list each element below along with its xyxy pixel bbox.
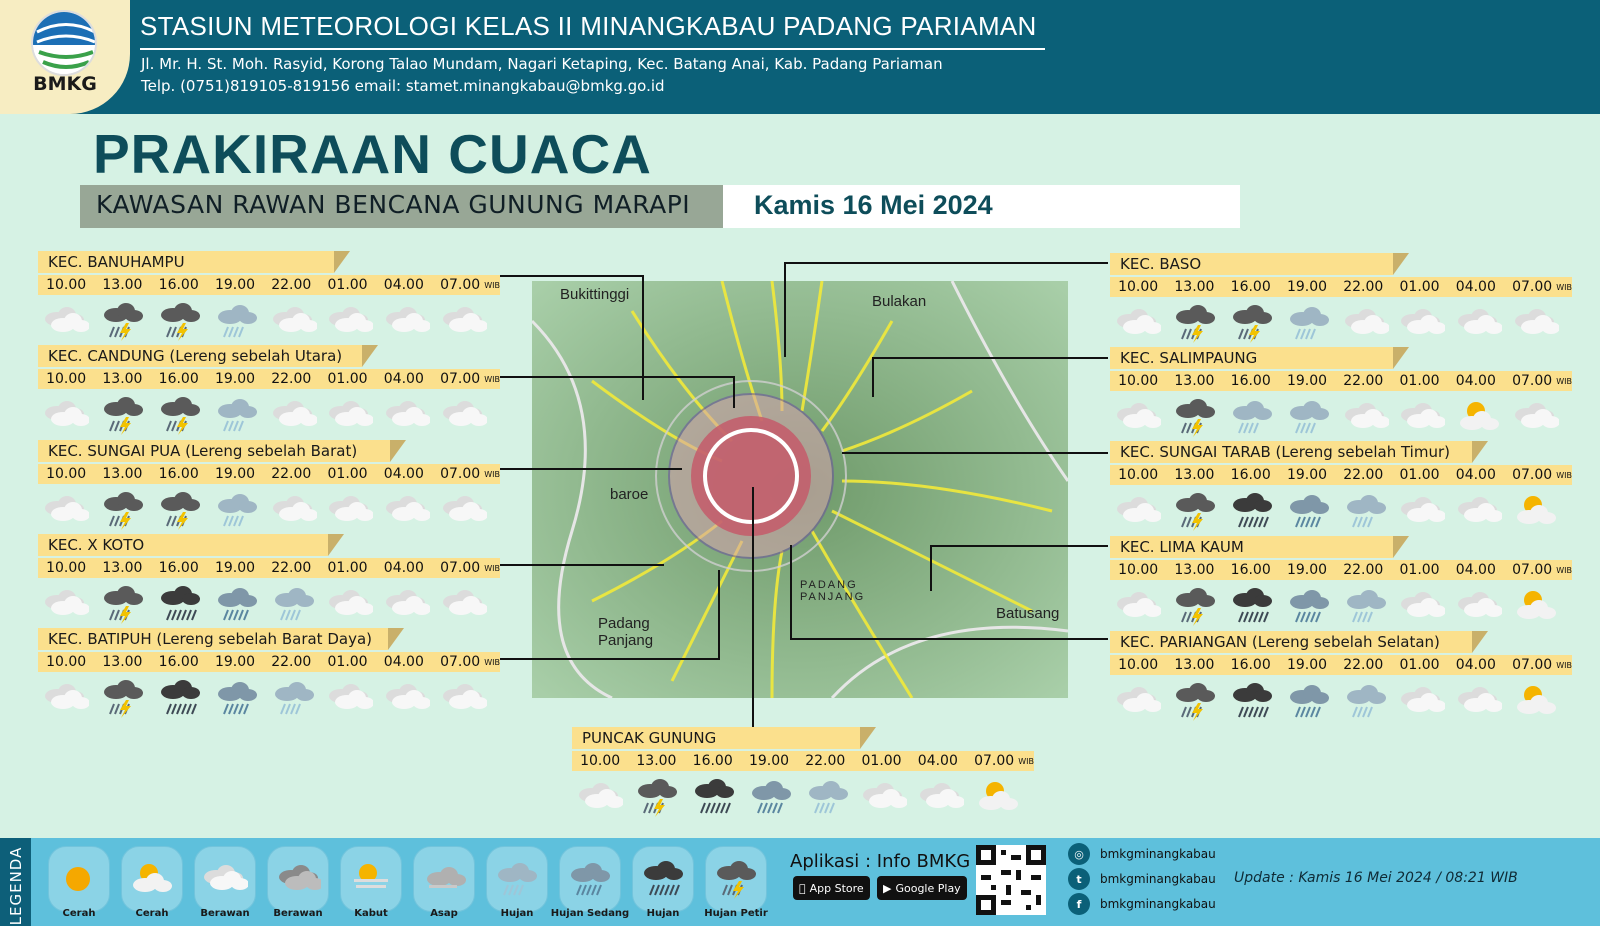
berawan-icon xyxy=(322,678,379,718)
social-link[interactable] xyxy=(1068,893,1216,915)
hujan-petir-icon xyxy=(95,678,152,718)
icon-row xyxy=(1110,681,1564,721)
icon-row xyxy=(38,301,492,341)
time-label: 10.00 xyxy=(1118,373,1159,389)
time-label: 13.00 xyxy=(1174,467,1215,483)
berawan-icon xyxy=(436,584,493,624)
hujan-ringan-icon xyxy=(1337,681,1394,721)
legend-berawan-icon xyxy=(194,846,256,912)
hujan-sedang-icon xyxy=(1280,491,1337,531)
legend-hujan-lebat-icon xyxy=(632,846,694,912)
legend-tab: LEGENDA xyxy=(0,838,31,926)
connector-line xyxy=(790,638,1108,640)
time-label: 01.00 xyxy=(1399,467,1440,483)
time-label: 13.00 xyxy=(102,560,143,576)
legend-cerah-icon xyxy=(48,846,110,912)
time-label: 07.00 xyxy=(1512,562,1553,578)
time-label: 13.00 xyxy=(1174,373,1215,389)
time-label: 10.00 xyxy=(1118,279,1159,295)
berawan-icon xyxy=(436,395,493,435)
legend-label: Hujan xyxy=(646,908,680,919)
header-divider xyxy=(140,48,1045,50)
berawan-icon xyxy=(379,584,436,624)
district-name: KEC. BATIPUH (Lereng sebelah Barat Daya) xyxy=(38,628,388,650)
time-label: 16.00 xyxy=(1230,279,1271,295)
cerah-berawan-icon xyxy=(1508,586,1565,626)
berawan-icon xyxy=(1110,681,1167,721)
hujan-sedang-icon xyxy=(208,584,265,624)
berawan-icon xyxy=(1394,397,1451,437)
twitter-icon: t xyxy=(1068,868,1090,890)
berawan-icon xyxy=(1394,681,1451,721)
legend-label: Hujan Petir xyxy=(704,908,768,919)
time-label: 16.00 xyxy=(158,560,199,576)
icon-row xyxy=(38,678,492,718)
timezone-label: WIB xyxy=(1556,660,1573,670)
time-label: 01.00 xyxy=(1399,562,1440,578)
time-label: 07.00 xyxy=(440,466,481,482)
hujan-petir-icon xyxy=(152,490,209,530)
page-title: PRAKIRAAN CUACA xyxy=(93,123,652,185)
hujan-petir-icon xyxy=(1167,681,1224,721)
hujan-ringan-icon xyxy=(208,490,265,530)
berawan-icon xyxy=(1508,397,1565,437)
time-label: 04.00 xyxy=(917,753,958,769)
time-label: 13.00 xyxy=(102,277,143,293)
berawan-icon xyxy=(436,301,493,341)
time-label: 07.00 xyxy=(1512,657,1553,673)
district-name: KEC. X KOTO xyxy=(38,534,328,556)
volcano-map xyxy=(532,281,1068,698)
time-label: 19.00 xyxy=(1286,373,1328,389)
timezone-label: WIB xyxy=(1556,282,1573,292)
timezone-label: WIB xyxy=(484,657,501,667)
social-handle: bmkgminangkabau xyxy=(1100,897,1216,911)
legend-label: Berawan xyxy=(273,908,323,919)
icon-row xyxy=(38,395,492,435)
station-contact: Telp. (0751)819105-819156 email: stamet.minangkabau@bmkg.go.id xyxy=(141,77,665,95)
station-address: Jl. Mr. H. St. Moh. Rasyid, Korong Talao Mundam, Nagari Ketaping, Kec. Batang Anai, Kab. Padang Pariaman xyxy=(141,55,943,73)
icon-row xyxy=(572,777,1026,817)
hujan-ringan-icon xyxy=(1280,397,1337,437)
time-label: 22.00 xyxy=(805,753,846,769)
legend-label: Hujan xyxy=(500,908,534,919)
facebook-icon: f xyxy=(1068,893,1090,915)
time-label: 07.00 xyxy=(1512,373,1553,389)
time-label: 22.00 xyxy=(271,277,312,293)
berawan-icon xyxy=(1110,586,1167,626)
forecast-date: Kamis 16 Mei 2024 xyxy=(754,190,993,220)
time-row xyxy=(38,464,500,484)
hujan-ringan-icon xyxy=(208,301,265,341)
time-label: 04.00 xyxy=(383,371,424,387)
time-label: 22.00 xyxy=(1343,279,1384,295)
time-label: 19.00 xyxy=(214,654,256,670)
time-label: 01.00 xyxy=(327,466,368,482)
time-label: 04.00 xyxy=(1455,467,1496,483)
berawan-icon xyxy=(379,678,436,718)
district-name: KEC. SUNGAI TARAB (Lereng sebelah Timur) xyxy=(1110,441,1472,463)
social-link[interactable] xyxy=(1068,843,1216,865)
hujan-ringan-icon xyxy=(265,678,322,718)
map-label-batusangkar: Batusang xyxy=(996,605,1060,622)
time-label: 16.00 xyxy=(692,753,733,769)
logo-text: BMKG xyxy=(33,73,97,95)
cerah-berawan-icon xyxy=(970,777,1027,817)
berawan-icon xyxy=(379,395,436,435)
connector-line xyxy=(500,658,720,660)
station-name: STASIUN METEOROLOGI KELAS II MINANGKABAU PADANG PARIAMAN xyxy=(140,11,1037,41)
berawan-icon xyxy=(1394,491,1451,531)
time-label: 19.00 xyxy=(1286,279,1328,295)
connector-line xyxy=(718,570,720,660)
berawan-icon xyxy=(572,777,629,817)
berawan-icon xyxy=(913,777,970,817)
timezone-label: WIB xyxy=(1556,376,1573,386)
time-label: 10.00 xyxy=(46,277,87,293)
timezone-label: WIB xyxy=(484,563,501,573)
time-label: 07.00 xyxy=(440,371,481,387)
berawan-icon xyxy=(38,584,95,624)
time-label: 13.00 xyxy=(102,466,143,482)
hujan-lebat-icon xyxy=(152,678,209,718)
berawan-icon xyxy=(379,301,436,341)
hujan-sedang-icon xyxy=(1280,681,1337,721)
berawan-icon xyxy=(1110,303,1167,343)
icon-row xyxy=(1110,397,1564,437)
legend-berawan-tebal-icon xyxy=(267,846,329,912)
hujan-sedang-icon xyxy=(742,777,799,817)
time-label: 19.00 xyxy=(214,277,256,293)
time-label: 04.00 xyxy=(383,560,424,576)
district-name: KEC. SALIMPAUNG xyxy=(1110,347,1393,369)
instagram-icon: ◎ xyxy=(1068,843,1090,865)
hujan-petir-icon xyxy=(1167,397,1224,437)
time-label: 07.00 xyxy=(440,277,481,293)
district-name: KEC. PARIANGAN (Lereng sebelah Selatan) xyxy=(1110,631,1472,653)
hujan-petir-icon xyxy=(95,584,152,624)
time-label: 07.00 xyxy=(1512,467,1553,483)
berawan-icon xyxy=(1451,491,1508,531)
connector-line xyxy=(872,357,874,397)
time-label: 13.00 xyxy=(636,753,677,769)
timezone-label: WIB xyxy=(484,374,501,384)
legend-kabut-icon xyxy=(340,846,402,912)
hujan-petir-icon xyxy=(1167,303,1224,343)
time-row xyxy=(1110,465,1572,485)
time-label: 04.00 xyxy=(1455,279,1496,295)
time-label: 10.00 xyxy=(46,466,87,482)
connector-line xyxy=(790,545,792,640)
icon-row xyxy=(1110,586,1564,626)
time-row xyxy=(38,369,500,389)
hujan-ringan-icon xyxy=(1280,303,1337,343)
time-label: 22.00 xyxy=(1343,467,1384,483)
time-row xyxy=(1110,371,1572,391)
hujan-ringan-icon xyxy=(265,584,322,624)
time-label: 01.00 xyxy=(861,753,902,769)
legend-label: Cerah xyxy=(62,908,96,919)
time-label: 07.00 xyxy=(440,560,481,576)
icon-row xyxy=(38,490,492,530)
berawan-icon xyxy=(1508,303,1565,343)
timezone-label: WIB xyxy=(1018,756,1035,766)
berawan-icon xyxy=(1337,303,1394,343)
time-label: 19.00 xyxy=(1286,562,1328,578)
cerah-berawan-icon xyxy=(1508,491,1565,531)
hujan-petir-icon xyxy=(95,301,152,341)
berawan-icon xyxy=(379,490,436,530)
legend-label: Berawan xyxy=(200,908,250,919)
time-label: 16.00 xyxy=(158,466,199,482)
time-row xyxy=(1110,655,1572,675)
berawan-icon xyxy=(1451,586,1508,626)
legend-hujan-petir-icon xyxy=(705,846,767,912)
berawan-icon xyxy=(38,678,95,718)
berawan-icon xyxy=(856,777,913,817)
hujan-sedang-icon xyxy=(1280,586,1337,626)
hujan-ringan-icon xyxy=(799,777,856,817)
district-name: KEC. BASO xyxy=(1110,253,1393,275)
hujan-lebat-icon xyxy=(152,584,209,624)
social-handle: bmkgminangkabau xyxy=(1100,872,1216,886)
time-label: 13.00 xyxy=(1174,657,1215,673)
hujan-petir-icon xyxy=(1167,586,1224,626)
logo-panel xyxy=(0,0,130,114)
berawan-icon xyxy=(322,584,379,624)
berawan-icon xyxy=(265,301,322,341)
timezone-label: WIB xyxy=(484,469,501,479)
legend-asap-icon xyxy=(413,846,475,912)
time-label: 16.00 xyxy=(1230,373,1271,389)
district-name: PUNCAK GUNUNG xyxy=(572,727,860,749)
time-row xyxy=(38,558,500,578)
hujan-petir-icon xyxy=(1224,303,1281,343)
timezone-label: WIB xyxy=(1556,470,1573,480)
time-label: 01.00 xyxy=(327,371,368,387)
time-label: 16.00 xyxy=(158,371,199,387)
hujan-petir-icon xyxy=(95,490,152,530)
time-label: 07.00 xyxy=(974,753,1015,769)
apple-icon xyxy=(799,882,806,895)
connector-line xyxy=(642,275,644,400)
connector-line xyxy=(500,275,644,277)
connector-line xyxy=(842,452,1108,454)
legend-label: Asap xyxy=(430,908,458,919)
connector-line xyxy=(784,262,786,357)
hujan-lebat-icon xyxy=(1224,586,1281,626)
berawan-icon xyxy=(265,490,322,530)
legend-hujan-sedang-icon xyxy=(559,846,621,912)
hujan-petir-icon xyxy=(152,301,209,341)
time-label: 10.00 xyxy=(46,371,87,387)
icon-row xyxy=(1110,303,1564,343)
time-label: 13.00 xyxy=(102,654,143,670)
time-label: 22.00 xyxy=(1343,373,1384,389)
map-label-baroe: baroe xyxy=(610,486,649,503)
hujan-ringan-icon xyxy=(1224,397,1281,437)
connector-line xyxy=(784,262,1108,264)
berawan-icon xyxy=(436,678,493,718)
legend-hujan-ringan-icon xyxy=(486,846,548,912)
connector-line xyxy=(930,545,1108,547)
hujan-ringan-icon xyxy=(1337,491,1394,531)
icon-row xyxy=(1110,491,1564,531)
district-name: KEC. SUNGAI PUA (Lereng sebelah Barat) xyxy=(38,440,390,462)
time-row xyxy=(38,275,500,295)
cerah-berawan-icon xyxy=(1451,397,1508,437)
berawan-icon xyxy=(1451,303,1508,343)
hujan-lebat-icon xyxy=(1224,491,1281,531)
time-label: 04.00 xyxy=(1455,373,1496,389)
berawan-icon xyxy=(436,490,493,530)
legend-cerah-berawan-icon xyxy=(121,846,183,912)
time-label: 16.00 xyxy=(1230,657,1271,673)
map-label-padang-panjang-district: PADANG PANJANG xyxy=(800,579,866,603)
time-label: 01.00 xyxy=(327,277,368,293)
berawan-icon xyxy=(1337,397,1394,437)
time-label: 19.00 xyxy=(214,560,256,576)
time-label: 07.00 xyxy=(1512,279,1553,295)
time-label: 10.00 xyxy=(46,654,87,670)
berawan-icon xyxy=(38,301,95,341)
district-name: KEC. LIMA KAUM xyxy=(1110,536,1393,558)
berawan-icon xyxy=(1451,681,1508,721)
time-label: 19.00 xyxy=(1286,467,1328,483)
hujan-petir-icon xyxy=(1167,491,1224,531)
time-label: 13.00 xyxy=(102,371,143,387)
time-label: 19.00 xyxy=(214,371,256,387)
time-row xyxy=(572,751,1034,771)
social-link[interactable] xyxy=(1068,868,1216,890)
connector-line xyxy=(930,545,932,591)
hujan-petir-icon xyxy=(629,777,686,817)
berawan-icon xyxy=(322,490,379,530)
time-label: 10.00 xyxy=(1118,657,1159,673)
connector-line xyxy=(752,487,754,730)
time-label: 16.00 xyxy=(158,654,199,670)
update-timestamp: Update : Kamis 16 Mei 2024 / 08:21 WIB xyxy=(1234,870,1518,886)
time-label: 01.00 xyxy=(327,654,368,670)
time-label: 16.00 xyxy=(1230,467,1271,483)
time-label: 13.00 xyxy=(1174,562,1215,578)
time-label: 01.00 xyxy=(1399,657,1440,673)
timezone-label: WIB xyxy=(484,280,501,290)
time-label: 01.00 xyxy=(1399,373,1440,389)
time-label: 16.00 xyxy=(1230,562,1271,578)
time-label: 22.00 xyxy=(1343,657,1384,673)
time-label: 04.00 xyxy=(383,277,424,293)
time-label: 07.00 xyxy=(440,654,481,670)
hujan-lebat-icon xyxy=(686,777,743,817)
district-name: KEC. CANDUNG (Lereng sebelah Utara) xyxy=(38,345,362,367)
connector-line xyxy=(733,376,735,408)
time-label: 22.00 xyxy=(271,560,312,576)
legend-label: Cerah xyxy=(135,908,169,919)
berawan-icon xyxy=(1394,586,1451,626)
time-label: 13.00 xyxy=(1174,279,1215,295)
timezone-label: WIB xyxy=(1556,565,1573,575)
time-label: 10.00 xyxy=(46,560,87,576)
hujan-petir-icon xyxy=(152,395,209,435)
time-row xyxy=(1110,560,1572,580)
time-label: 22.00 xyxy=(1343,562,1384,578)
page-subtitle: KAWASAN RAWAN BENCANA GUNUNG MARAPI xyxy=(96,190,691,219)
time-label: 10.00 xyxy=(1118,562,1159,578)
app-store-button[interactable]: App Store xyxy=(793,876,870,900)
google-play-button[interactable]: ▶ Google Play xyxy=(877,876,967,900)
map-label-bulakan: Bulakan xyxy=(872,293,927,310)
legend-label: Kabut xyxy=(354,908,388,919)
bmkg-logo-icon xyxy=(31,10,97,76)
hujan-lebat-icon xyxy=(1224,681,1281,721)
time-label: 19.00 xyxy=(748,753,790,769)
time-label: 04.00 xyxy=(383,654,424,670)
time-row xyxy=(1110,277,1572,297)
time-label: 10.00 xyxy=(1118,467,1159,483)
map-label-bukittinggi: Bukittinggi xyxy=(560,286,630,303)
cerah-berawan-icon xyxy=(1508,681,1565,721)
time-label: 22.00 xyxy=(271,466,312,482)
time-row xyxy=(38,652,500,672)
map-label-padang-panjang: Padang Panjang xyxy=(598,615,654,649)
berawan-icon xyxy=(322,395,379,435)
time-label: 16.00 xyxy=(158,277,199,293)
berawan-icon xyxy=(265,395,322,435)
hujan-ringan-icon xyxy=(208,395,265,435)
district-name: KEC. BANUHAMPU xyxy=(38,251,334,273)
berawan-icon xyxy=(38,395,95,435)
time-label: 22.00 xyxy=(271,371,312,387)
connector-line xyxy=(872,357,1108,359)
berawan-icon xyxy=(322,301,379,341)
hujan-petir-icon xyxy=(95,395,152,435)
time-label: 04.00 xyxy=(1455,562,1496,578)
icon-row xyxy=(38,584,492,624)
play-icon: ▶ xyxy=(883,881,892,895)
app-title: Aplikasi : Info BMKG xyxy=(790,851,971,872)
time-label: 22.00 xyxy=(271,654,312,670)
time-label: 01.00 xyxy=(327,560,368,576)
berawan-icon xyxy=(1110,491,1167,531)
time-label: 10.00 xyxy=(580,753,621,769)
legend-label: Hujan Sedang xyxy=(550,908,630,919)
time-label: 19.00 xyxy=(1286,657,1328,673)
social-handle: bmkgminangkabau xyxy=(1100,847,1216,861)
berawan-icon xyxy=(38,490,95,530)
qr-code[interactable] xyxy=(976,845,1046,915)
time-label: 04.00 xyxy=(1455,657,1496,673)
time-label: 04.00 xyxy=(383,466,424,482)
time-label: 19.00 xyxy=(214,466,256,482)
connector-line xyxy=(500,564,664,566)
connector-line xyxy=(500,376,735,378)
time-label: 01.00 xyxy=(1399,279,1440,295)
berawan-icon xyxy=(1394,303,1451,343)
connector-line xyxy=(500,468,682,470)
hujan-ringan-icon xyxy=(1337,586,1394,626)
hujan-sedang-icon xyxy=(208,678,265,718)
berawan-icon xyxy=(1110,397,1167,437)
